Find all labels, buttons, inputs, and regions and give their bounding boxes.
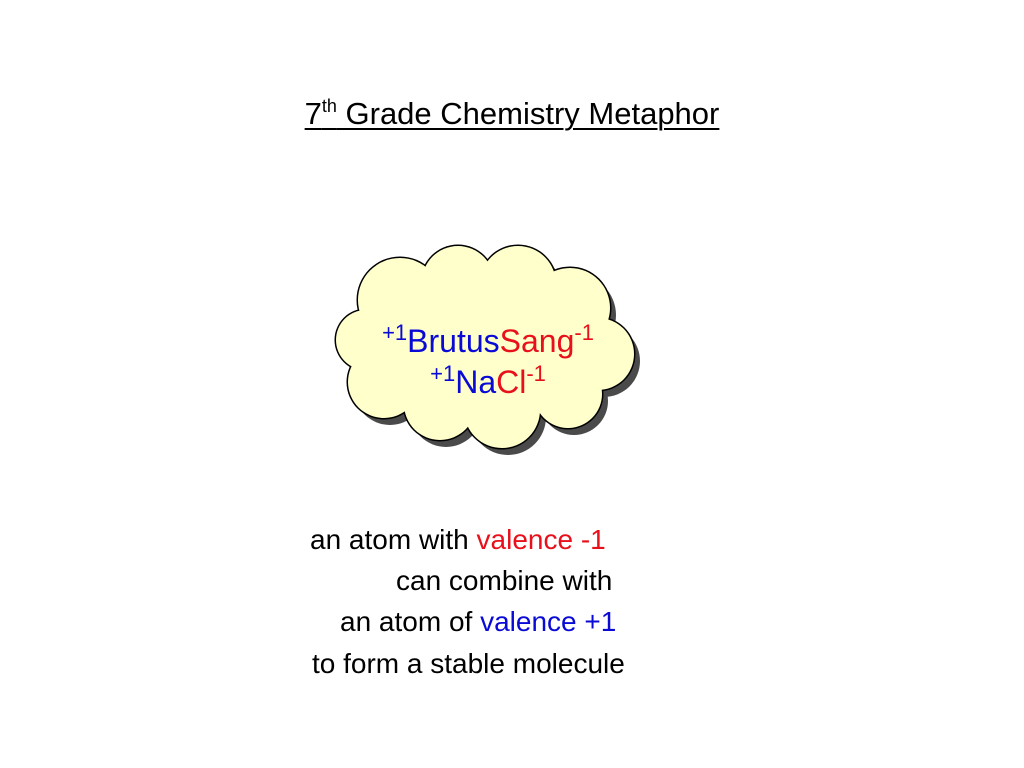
- valence-positive-text: valence +1: [480, 606, 617, 637]
- charge-negative-2: -1: [526, 361, 546, 386]
- charge-positive-2: +1: [430, 361, 456, 386]
- title-underlined: [305, 96, 720, 131]
- name-sang: Sang: [499, 323, 575, 359]
- explanation-line-4: to form a stable molecule: [312, 648, 625, 679]
- element-cl: Cl: [496, 364, 527, 400]
- title-text: Grade Chemistry Metaphor: [336, 96, 720, 131]
- line1-prefix: an atom with: [310, 524, 477, 555]
- explanation-line-2: can combine with: [396, 565, 613, 596]
- explanation-line-3: [340, 608, 616, 636]
- cloud-formula-names: [330, 320, 646, 359]
- page-title: [0, 96, 1024, 132]
- title-superscript: th: [321, 96, 337, 116]
- explanation-line-1: [310, 526, 606, 554]
- title-number: 7: [304, 96, 322, 131]
- charge-positive-1: +1: [382, 320, 408, 345]
- valence-negative-text: valence -1: [476, 524, 606, 555]
- charge-negative-1: -1: [574, 320, 594, 345]
- name-brutus: Brutus: [407, 323, 500, 359]
- line3-prefix: an atom of: [340, 606, 481, 637]
- element-na: Na: [455, 364, 497, 400]
- cloud-formula-nacl: [330, 361, 646, 400]
